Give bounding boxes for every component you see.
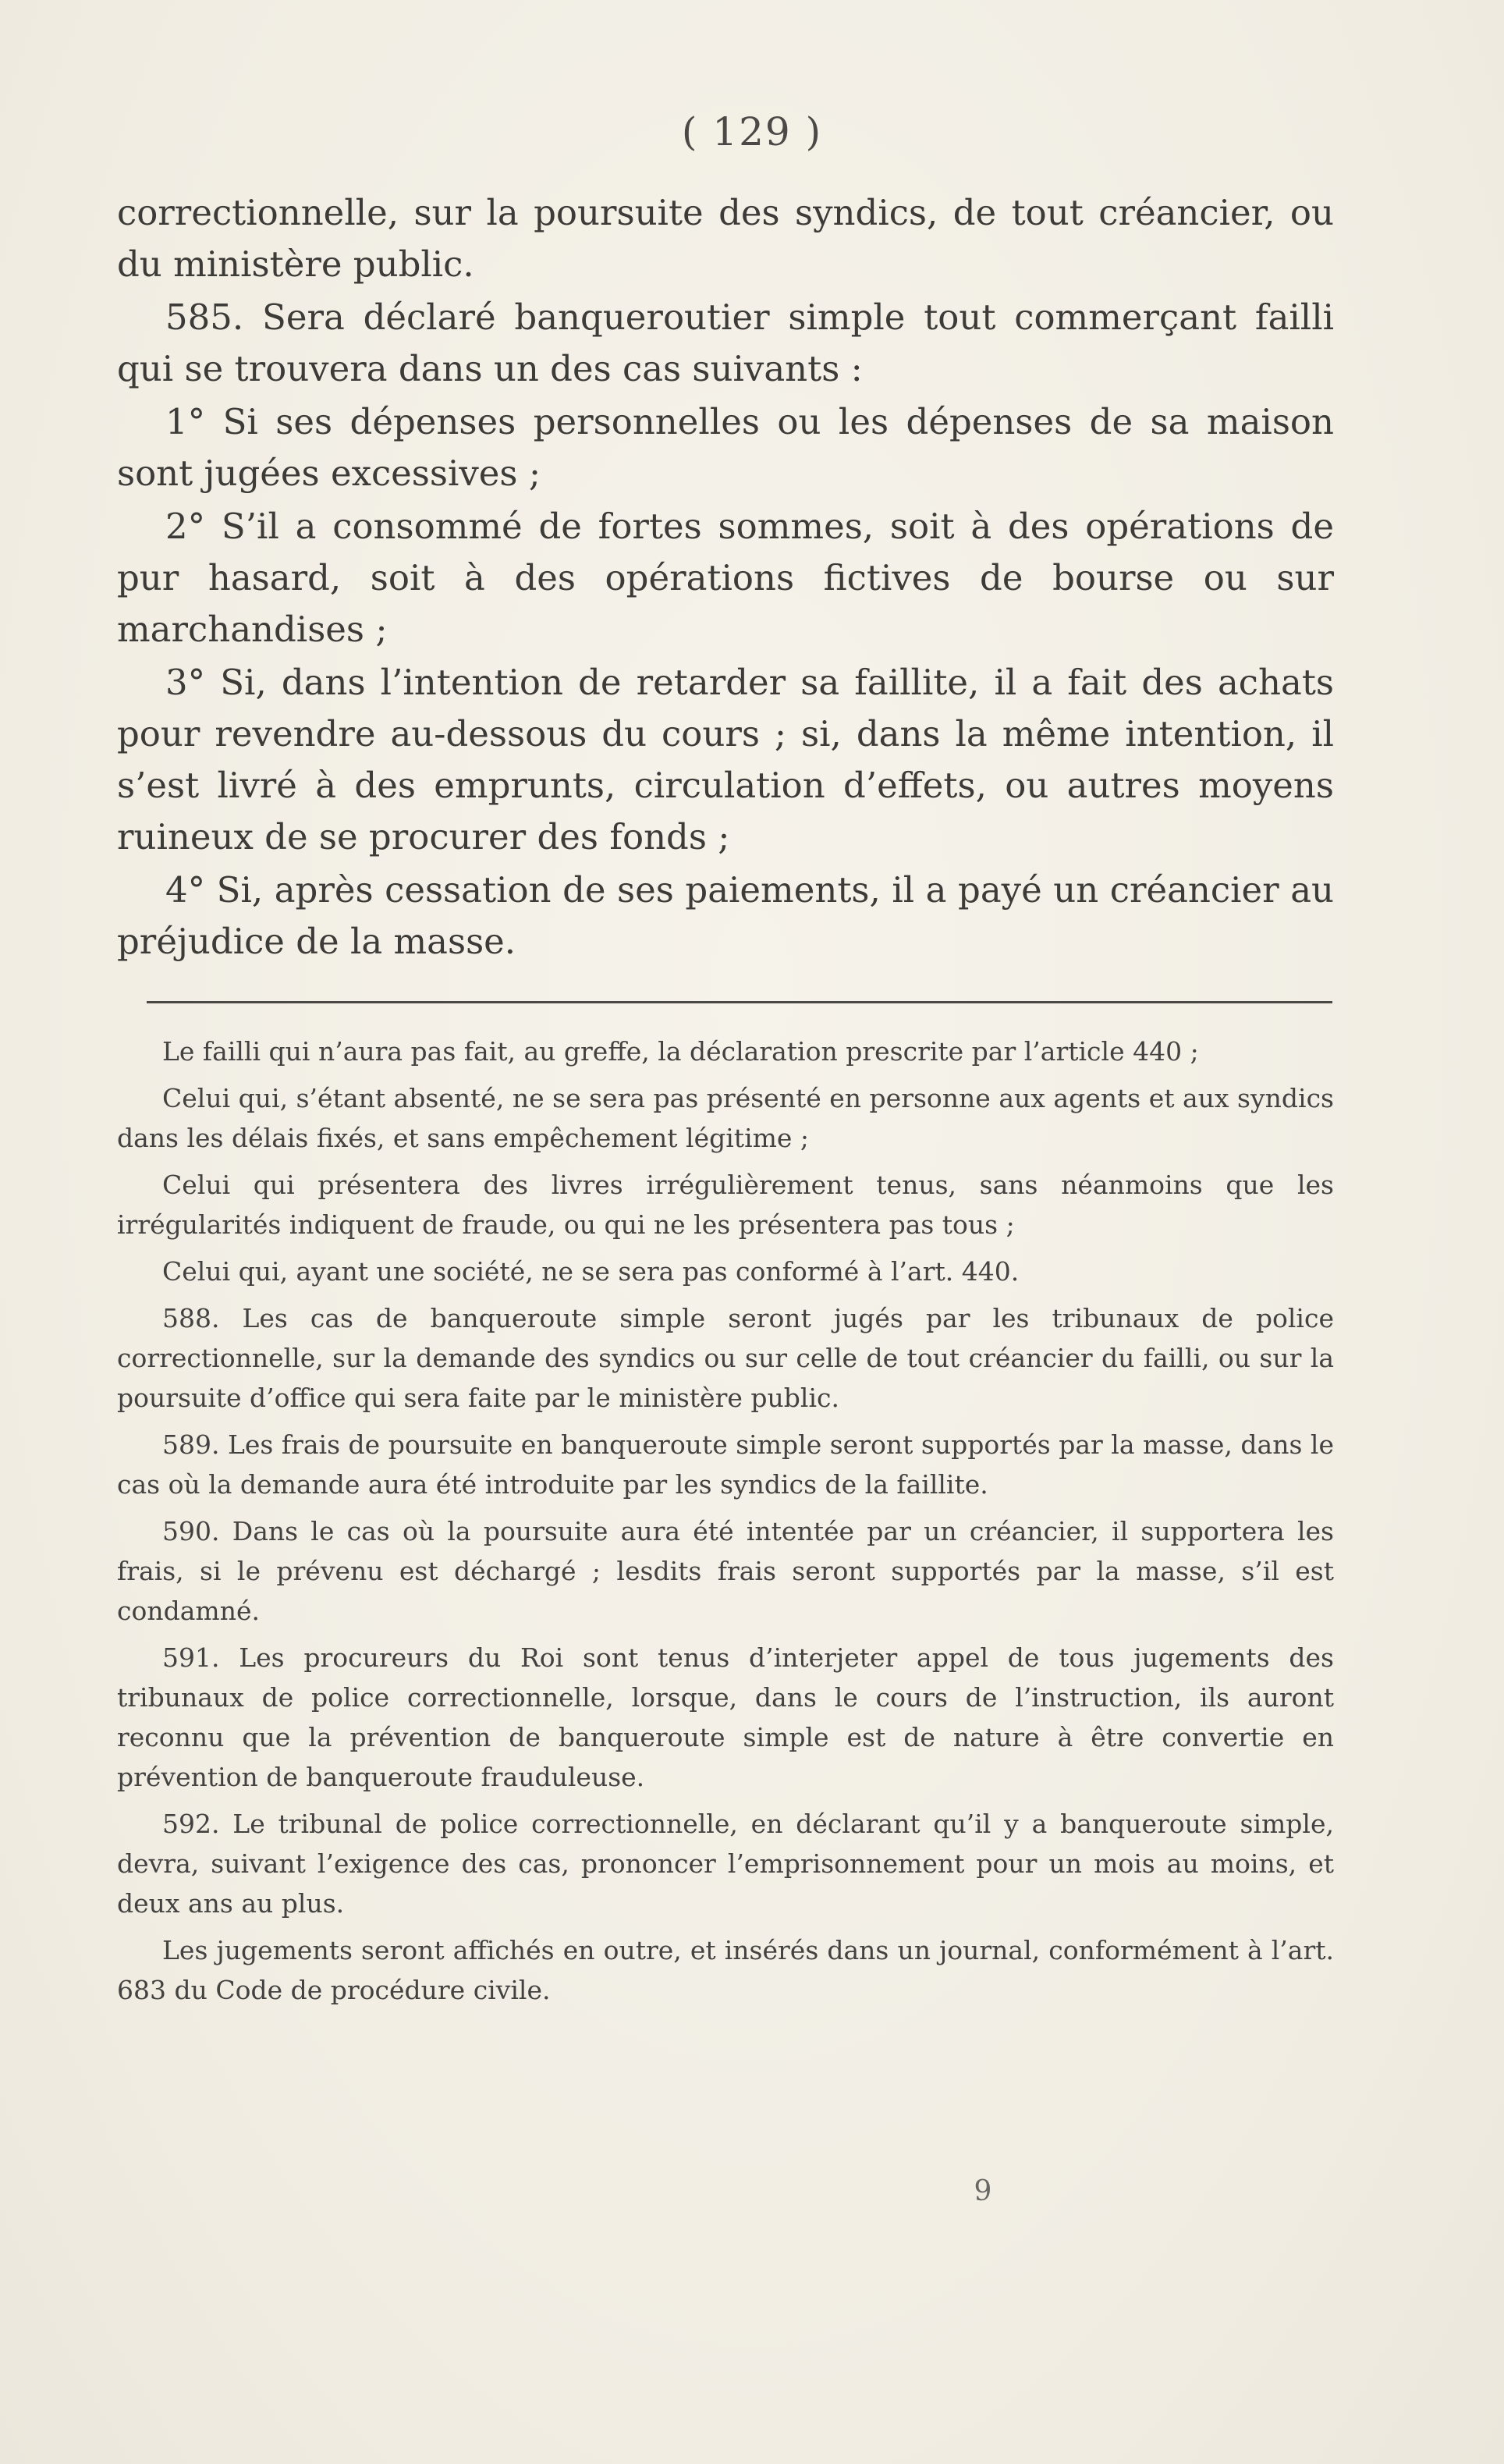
footnote-divider [147,1001,1332,1003]
page-number-header: ( 129 ) [681,109,823,154]
signature-mark: 9 [974,2175,992,2207]
note-paragraph: Celui qui, s’étant absenté, ne se sera pas présenté en personne aux agents et aux syndics dans les délais fixés, et sans empêchement légitime ; [117,1083,1334,1153]
note-article-591: 591. Les procureurs du Roi sont tenus d’interjeter appel de tous jugements des tribunaux de police correctionnelle, lorsque, dans le cours de l’instruction, ils auront reconnu que la prévention de banqueroute simple est de nature à être convertie en prévention de banqueroute frauduleuse. [117,1642,1334,1792]
main-paragraph: correctionnelle, sur la poursuite des syndics, de tout créancier, ou du ministère public. [117,192,1334,285]
footnote-block [117,1031,1334,2017]
case-3: 3° Si, dans l’intention de retarder sa faillite, il a fait des achats pour revendre au-dessous du cours ; si, dans la même intention, il s’est livré à des emprunts, circulation d’effets, ou autres moyens ruineux de se procurer des fonds ; [117,662,1334,857]
main-text-block [117,187,1334,969]
note-article-588: 588. Les cas de banqueroute simple seront jugés par les tribunaux de police correctionnelle, sur la demande des syndics ou sur celle de tout créancier du failli, ou sur la poursuite d’office qui sera faite par le ministère public. [117,1303,1334,1413]
case-4: 4° Si, après cessation de ses paiements, il a payé un créancier au préjudice de la masse. [117,869,1334,962]
case-1: 1° Si ses dépenses personnelles ou les dépenses de sa maison sont jugées excessives ; [117,401,1334,494]
note-article-589: 589. Les frais de poursuite en banqueroute simple seront supportés par la masse, dans le cas où la demande aura été introduite par les syndics de la faillite. [117,1429,1334,1500]
note-article-592: 592. Le tribunal de police correctionnelle, en déclarant qu’il y a banqueroute simple, devra, suivant l’exigence des cas, prononcer l’emprisonnement pour un mois au moins, et deux ans au plus. [117,1809,1334,1919]
case-2: 2° S’il a consommé de fortes sommes, soit à des opérations de pur hasard, soit à des opérations fictives de bourse ou sur marchandises ; [117,506,1334,650]
note-article-590: 590. Dans le cas où la poursuite aura été intentée par un créancier, il supportera les frais, si le prévenu est déchargé ; lesdits frais seront supportés par la masse, s’il est condamné. [117,1516,1334,1626]
note-paragraph: Celui qui, ayant une société, ne se sera pas conformé à l’art. 440. [162,1256,1020,1287]
note-paragraph: Celui qui présentera des livres irrégulièrement tenus, sans néanmoins que les irrégularités indiquent de fraude, ou qui ne les présentera pas tous ; [117,1170,1334,1240]
article-585: 585. Sera déclaré banqueroutier simple tout commerçant failli qui se trouvera dans un des cas suivants : [117,296,1334,389]
note-paragraph: Le failli qui n’aura pas fait, au greffe, la déclaration prescrite par l’article 440 ; [162,1036,1199,1067]
note-paragraph: Les jugements seront affichés en outre, et insérés dans un journal, conformément à l’art. 683 du Code de procédure civile. [117,1935,1334,2005]
